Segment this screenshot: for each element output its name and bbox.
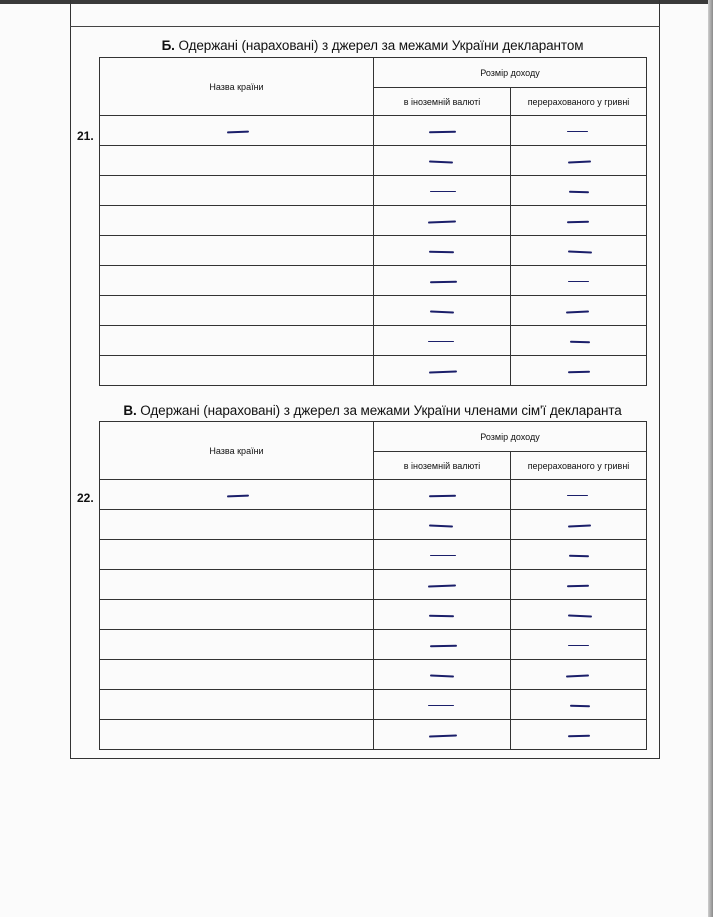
table-row	[100, 630, 647, 660]
cell-country	[100, 266, 374, 296]
handwritten-dash	[428, 494, 455, 496]
cell-uah	[511, 146, 647, 176]
handwritten-dash	[428, 705, 454, 707]
handwritten-dash	[567, 734, 589, 736]
cell-country	[100, 146, 374, 176]
income-table-declarant	[99, 57, 647, 386]
section-v-title-text: Одержані (нараховані) з джерел за межами України членами сім'ї декларанта	[140, 403, 622, 418]
handwritten-dash	[430, 555, 456, 557]
scan-right-edge	[708, 0, 713, 917]
cell-uah	[511, 326, 647, 356]
cell-country	[100, 480, 374, 510]
table-row	[100, 176, 647, 206]
handwritten-dash	[429, 160, 453, 163]
cell-foreign	[374, 296, 511, 326]
cell-uah	[511, 720, 647, 750]
handwritten-dash	[569, 704, 589, 706]
cell-country	[100, 690, 374, 720]
cell-foreign	[374, 600, 511, 630]
handwritten-dash	[430, 310, 454, 313]
table-row	[100, 660, 647, 690]
cell-uah	[511, 600, 647, 630]
handwritten-dash	[428, 341, 454, 343]
income-table-family	[99, 421, 647, 750]
table-row	[100, 690, 647, 720]
section-v-letter: В.	[123, 403, 137, 418]
handwritten-dash	[567, 614, 591, 617]
handwritten-dash	[566, 674, 589, 677]
cell-uah	[511, 266, 647, 296]
cell-uah	[511, 176, 647, 206]
cell-foreign	[374, 146, 511, 176]
cell-country	[100, 206, 374, 236]
row-number-22: 22.	[77, 491, 94, 505]
cell-country	[100, 356, 374, 386]
handwritten-dash	[566, 310, 589, 313]
handwritten-dash	[428, 584, 456, 587]
header-income-size: Розмір доходу	[374, 422, 647, 452]
section-v-title	[100, 403, 645, 418]
handwritten-dash	[567, 370, 589, 372]
header-foreign-currency: в іноземній валюті	[374, 452, 511, 480]
handwritten-dash	[567, 495, 588, 497]
cell-uah	[511, 540, 647, 570]
cell-country	[100, 660, 374, 690]
table-row	[100, 296, 647, 326]
handwritten-dash	[430, 191, 456, 193]
table-row	[100, 236, 647, 266]
cell-foreign	[374, 660, 511, 690]
table-row	[100, 356, 647, 386]
handwritten-dash	[429, 280, 456, 282]
cell-uah	[511, 480, 647, 510]
cell-country	[100, 570, 374, 600]
handwritten-dash	[566, 584, 588, 586]
handwritten-dash	[428, 220, 456, 223]
header-income-size: Розмір доходу	[374, 58, 647, 88]
handwritten-dash	[568, 645, 589, 647]
cell-foreign	[374, 720, 511, 750]
cell-country	[100, 720, 374, 750]
cell-uah	[511, 206, 647, 236]
handwritten-dash	[566, 220, 588, 222]
table-row	[100, 326, 647, 356]
section-b-letter: Б.	[161, 38, 175, 53]
frame-top-rule	[70, 26, 660, 27]
table-row	[100, 266, 647, 296]
header-uah: перерахованого у гривні	[511, 452, 647, 480]
cell-country	[100, 600, 374, 630]
cell-uah	[511, 116, 647, 146]
cell-uah	[511, 690, 647, 720]
header-country: Назва країни	[100, 422, 374, 480]
table-row	[100, 206, 647, 236]
cell-uah	[511, 510, 647, 540]
handwritten-dash	[568, 524, 591, 527]
handwritten-dash	[430, 674, 454, 677]
handwritten-dash	[429, 524, 453, 527]
cell-country	[100, 116, 374, 146]
handwritten-dash	[568, 281, 589, 283]
handwritten-dash	[567, 131, 588, 133]
cell-foreign	[374, 570, 511, 600]
handwritten-dash	[567, 250, 591, 253]
cell-uah	[511, 570, 647, 600]
handwritten-dash	[226, 494, 248, 497]
handwritten-dash	[428, 130, 455, 132]
handwritten-dash	[568, 554, 588, 556]
cell-country	[100, 296, 374, 326]
cell-foreign	[374, 690, 511, 720]
cell-foreign	[374, 540, 511, 570]
cell-uah	[511, 296, 647, 326]
table-row	[100, 570, 647, 600]
handwritten-dash	[568, 160, 591, 163]
handwritten-dash	[429, 734, 457, 737]
row-number-21: 21.	[77, 129, 94, 143]
handwritten-dash	[568, 190, 588, 192]
handwritten-dash	[569, 340, 589, 342]
cell-country	[100, 176, 374, 206]
cell-foreign	[374, 236, 511, 266]
cell-foreign	[374, 266, 511, 296]
header-foreign-currency: в іноземній валюті	[374, 88, 511, 116]
table-row	[100, 116, 647, 146]
table-row	[100, 480, 647, 510]
handwritten-dash	[429, 370, 457, 373]
section-b-title	[100, 38, 645, 53]
cell-country	[100, 326, 374, 356]
cell-foreign	[374, 206, 511, 236]
table-row	[100, 600, 647, 630]
handwritten-dash	[428, 614, 453, 616]
cell-country	[100, 236, 374, 266]
table-row	[100, 146, 647, 176]
cell-foreign	[374, 510, 511, 540]
cell-foreign	[374, 326, 511, 356]
cell-foreign	[374, 480, 511, 510]
cell-uah	[511, 356, 647, 386]
cell-uah	[511, 630, 647, 660]
header-uah: перерахованого у гривні	[511, 88, 647, 116]
cell-country	[100, 510, 374, 540]
cell-foreign	[374, 176, 511, 206]
cell-uah	[511, 236, 647, 266]
cell-country	[100, 630, 374, 660]
cell-uah	[511, 660, 647, 690]
section-b-title-text: Одержані (нараховані) з джерел за межами України декларантом	[178, 38, 584, 53]
cell-foreign	[374, 116, 511, 146]
handwritten-dash	[428, 250, 453, 252]
header-country: Назва країни	[100, 58, 374, 116]
cell-country	[100, 540, 374, 570]
cell-foreign	[374, 630, 511, 660]
table-row	[100, 510, 647, 540]
handwritten-dash	[226, 130, 248, 133]
cell-foreign	[374, 356, 511, 386]
handwritten-dash	[429, 644, 456, 646]
table-row	[100, 720, 647, 750]
table-row	[100, 540, 647, 570]
